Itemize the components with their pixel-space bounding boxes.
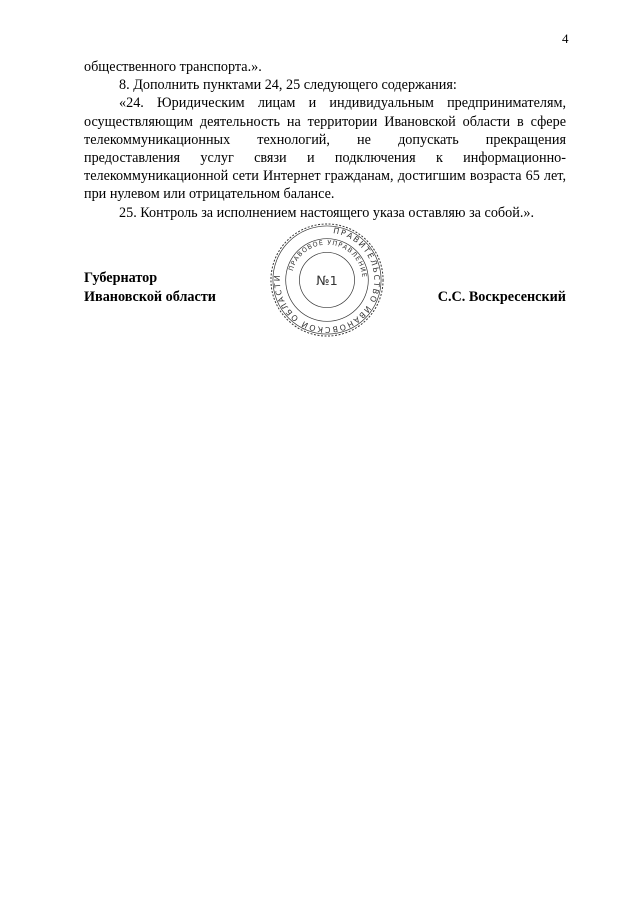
signer-title-line-2: Ивановской области [84, 288, 216, 305]
official-seal-stamp [268, 221, 386, 339]
signer-title-line-1: Губернатор [84, 270, 158, 286]
document-body [84, 58, 566, 222]
stamp-number: №1 [316, 273, 338, 289]
paragraph-item-8: 8. Дополнить пунктами 24, 25 следующего содержания: [119, 77, 457, 94]
page-number: 4 [562, 31, 569, 46]
signer-name: С.С. Воскресенский [437, 289, 566, 305]
paragraph-item-25: 25. Контроль за исполнением настоящего указа оставляю за собой.». [119, 204, 535, 221]
signer-title [84, 269, 216, 306]
stamp-inner-text: ПРАВОВОЕ УПРАВЛЕНИЕ [286, 238, 369, 279]
paragraph-continuation: общественного транспорта.». [84, 59, 262, 75]
paragraph-item-24: «24. Юридическим лицам и индивидуальным предпринимателям, осуществляющим деятельность на территории Ивановской области в сфере телекоммуникационных технологий, не допускать прекращения предоставления услуг связи и подключения к информационно-телекоммуникационной сети Интернет гражданам, достигшим возраста 65 лет, при нулевом или отрицательном балансе. [84, 95, 566, 203]
stamp-outer-text: ПРАВИТЕЛЬСТВО ИВАНОВСКОЙ ОБЛАСТИ [272, 226, 382, 335]
